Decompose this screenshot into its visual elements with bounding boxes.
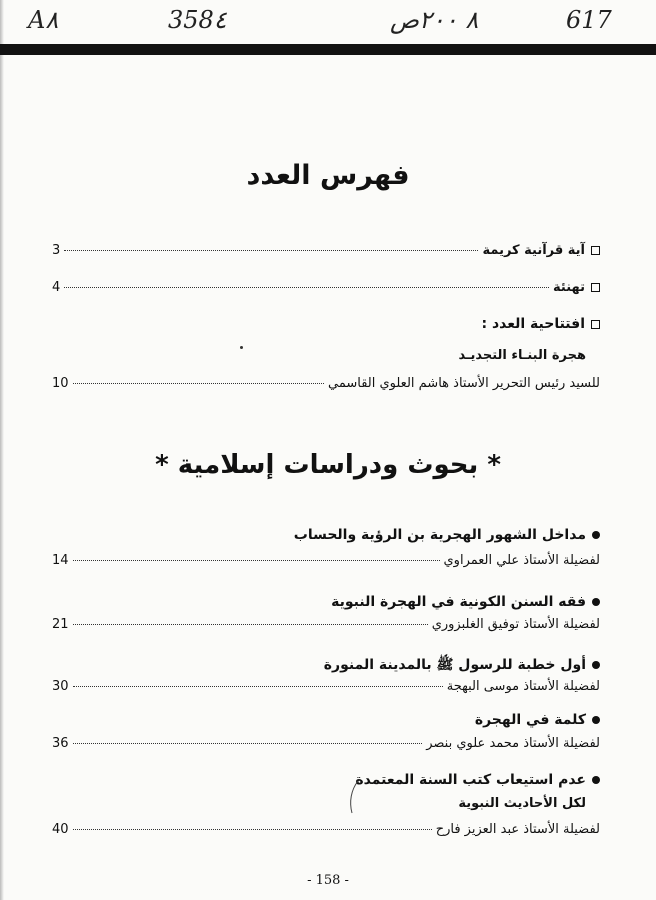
toc-entry-page: 14	[52, 553, 69, 568]
toc-entry-label: آية قرآنية كريمة	[482, 243, 600, 258]
toc-entry	[52, 822, 600, 837]
toc-entry-page: 40	[52, 822, 69, 837]
dot-leader	[64, 287, 549, 288]
article-title-line2: لكل الأحاديث النبوية	[458, 796, 586, 811]
toc-entry	[52, 617, 600, 632]
toc-entry-label: تهنئة	[553, 280, 600, 295]
toc-title: فهرس العدد	[246, 160, 410, 191]
dot-leader	[73, 686, 443, 687]
bullet-icon	[592, 531, 600, 539]
handwritten-mark: ٨ ٢٠٠ص	[390, 6, 479, 34]
toc-entry	[52, 243, 600, 258]
checkbox-square-icon	[591, 320, 600, 329]
dot-leader	[73, 624, 428, 625]
article-title: كلمة في الهجرة	[475, 712, 600, 728]
toc-entry-author: لفضيلة الأستاذ توفيق الغلبزوري	[431, 617, 600, 632]
dot-leader	[64, 250, 478, 251]
dot-leader	[73, 829, 432, 830]
toc-entry	[52, 376, 600, 391]
checkbox-square-icon	[591, 246, 600, 255]
stray-mark	[240, 346, 243, 349]
article-title: أول خطبة للرسول ﷺ بالمدينة المنورة	[324, 656, 600, 676]
toc-entry	[52, 553, 600, 568]
bullet-icon	[592, 716, 600, 724]
toc-entry-page: 4	[52, 280, 61, 295]
toc-entry-author: للسيد رئيس التحرير الأستاذ هاشم العلوي القاسمي	[328, 376, 600, 391]
toc-entry-author: لفضيلة الأستاذ محمد علوي بنصر	[426, 736, 600, 751]
bullet-icon	[592, 776, 600, 784]
toc-entry-page: 10	[52, 376, 69, 391]
toc-entry	[52, 736, 600, 751]
toc-entry	[52, 679, 600, 694]
toc-entry-page: 3	[52, 243, 61, 258]
toc-entry-author: لفضيلة الأستاذ علي العمراوي	[443, 553, 600, 568]
handwritten-mark: 358٤	[168, 6, 227, 34]
toc-entry-author: لفضيلة الأستاذ موسى البهجة	[446, 679, 600, 694]
article-title: عدم استيعاب كتب السنة المعتمدة	[355, 772, 600, 788]
toc-entry	[52, 280, 600, 295]
handwritten-mark: 617	[566, 6, 612, 34]
editorial-subtitle: هجرة البنـاء التجديـد	[458, 348, 586, 363]
pen-stroke-mark	[347, 780, 361, 814]
editorial-heading: افتتاحية العدد :	[481, 316, 600, 332]
page-number: - 158 -	[307, 873, 349, 888]
bullet-icon	[592, 661, 600, 669]
toc-entry-page: 21	[52, 617, 69, 632]
handwritten-mark: A٨	[28, 6, 59, 34]
dot-leader	[73, 560, 440, 561]
toc-entry-author: لفضيلة الأستاذ عبد العزيز فارح	[435, 822, 600, 837]
header-rule	[0, 44, 656, 55]
checkbox-square-icon	[591, 283, 600, 292]
bullet-icon	[592, 598, 600, 606]
dot-leader	[73, 743, 423, 744]
section-title: * بحوث ودراسات إسلامية *	[155, 450, 501, 480]
dot-leader	[73, 383, 324, 384]
toc-entry-page: 30	[52, 679, 69, 694]
article-title: مداخل الشهور الهجرية بن الرؤية والحساب	[294, 527, 600, 543]
toc-entry-page: 36	[52, 736, 69, 751]
article-title: فقه السنن الكونية في الهجرة النبوية	[331, 594, 600, 610]
